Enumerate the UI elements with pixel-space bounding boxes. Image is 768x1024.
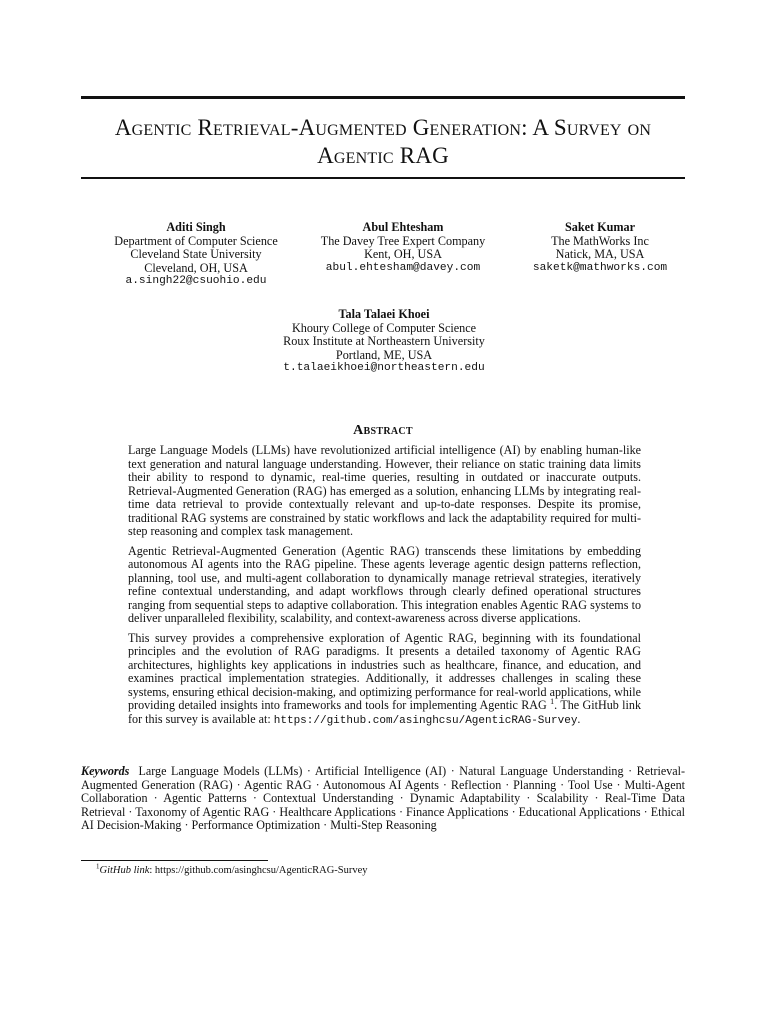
author-name: Tala Talaei Khoei bbox=[338, 307, 430, 321]
footnote-link[interactable]: : https://github.com/asinghcsu/AgenticRAG-Survey bbox=[149, 865, 368, 876]
author-block-abul-ehtesham bbox=[303, 221, 503, 275]
author-affiliation-line: Portland, ME, USA bbox=[335, 347, 433, 362]
author-name: Saket Kumar bbox=[564, 220, 636, 234]
author-affiliation-line: The MathWorks Inc bbox=[551, 233, 649, 248]
footnote-number: 1 bbox=[96, 862, 100, 871]
abstract-paragraph-3 bbox=[128, 632, 641, 729]
author-affiliation-line: Cleveland, OH, USA bbox=[144, 260, 248, 275]
abstract-paragraph-1: Large Language Models (LLMs) have revolutionized artificial intelligence (AI) by enabling human-like text generation and natural language understanding. However, their reliance on static training data limits their ability to respond to dynamic, real-time queries, resulting in outdated or inaccurate outputs. Retrieval-Augmented Generation (RAG) has emerged as a solution, enhancing LLMs by integrating real-time data retrieval to provide contextually relevant and up-to-date responses. Despite its promise, traditional RAG systems are constrained by static workflows and lack the adaptability required for multi-step reasoning and complex task management. bbox=[128, 443, 641, 538]
abstract-paragraph-3-end: . bbox=[577, 711, 581, 726]
abstract-body bbox=[128, 444, 641, 734]
abstract-paragraph-3-text: This survey provides a comprehensive exploration of Agentic RAG, beginning with its foundational principles and the evolution of RAG paradigms. It presents a detailed taxonomy of Agentic RAG architectures, highlights key applications in industries such as healthcare, finance, and education, and examines practical implementation strategies. Additionally, it addresses challenges in scaling these systems, ensuring ethical decision-making, and optimizing performance for real-world applications, while providing detailed insights into frameworks and tools for implementing Agentic RAG bbox=[128, 630, 641, 712]
footnote-marker[interactable]: 1 bbox=[550, 696, 555, 706]
author-affiliation-line: Natick, MA, USA bbox=[555, 247, 645, 262]
author-email[interactable]: saketk@mathworks.com bbox=[532, 261, 668, 274]
abstract-link-prefix: . The GitHub link for this survey is available at: bbox=[128, 698, 641, 726]
author-affiliation-line: Kent, OH, USA bbox=[364, 247, 442, 262]
title-top-rule bbox=[81, 96, 685, 99]
author-block-aditi-singh bbox=[96, 221, 296, 289]
author-affiliation-line: Department of Computer Science bbox=[114, 233, 278, 248]
footnote bbox=[96, 864, 368, 877]
author-affiliation-line: Cleveland State University bbox=[130, 247, 262, 262]
abstract-heading: Abstract bbox=[353, 423, 413, 438]
author-affiliation-line: Khoury College of Computer Science bbox=[291, 320, 477, 335]
footnote-rule bbox=[81, 860, 268, 861]
paper-title bbox=[81, 114, 685, 170]
abstract-paragraph-2: Agentic Retrieval-Augmented Generation (Agentic RAG) transcends these limitations by embedding autonomous AI agents into the RAG pipeline. These agents leverage agentic design patterns reflection, planning, tool use, and multi-agent collaboration to dynamically manage retrieval strategies, iteratively refine contextual understanding, and adapt workflows through clearly defined operational structures ranging from sequential steps to adaptive collaboration. This integration enables Agentic RAG systems to deliver unparalleled flexibility, scalability, and context-awareness across diverse applications. bbox=[128, 543, 641, 625]
footnote-label: GitHub link bbox=[99, 865, 150, 876]
author-block-saket-kumar bbox=[500, 221, 700, 275]
author-email[interactable]: a.singh22@csuohio.edu bbox=[125, 275, 267, 288]
keywords-label: Keywords bbox=[81, 764, 130, 778]
author-email[interactable]: abul.ehtesham@davey.com bbox=[325, 261, 481, 274]
author-block-tala-talaei-khoei bbox=[234, 308, 534, 376]
github-link[interactable]: https://github.com/asinghcsu/AgenticRAG-Survey bbox=[273, 714, 578, 727]
author-affiliation-line: Roux Institute at Northeastern University bbox=[283, 334, 485, 349]
keywords-block bbox=[81, 765, 685, 833]
keywords-text: Large Language Models (LLMs) · Artificial Intelligence (AI) · Natural Language Understanding · Retrieval-Augmented Generation (RAG) · Agentic RAG · Autonomous AI Agents · Reflection · Planning · Tool Use · Multi-Agent Collaboration · Agentic Patterns · Contextual Understanding · Dynamic Adaptability · Scalability · Real-Time Data Retrieval · Taxonomy of Agentic RAG · Healthcare Applications · Finance Applications · Educational Applications · Ethical AI Decision-Making · Performance Optimization · Multi-Step Reasoning bbox=[81, 764, 685, 832]
author-affiliation-line: The Davey Tree Expert Company bbox=[320, 233, 486, 248]
author-name: Aditi Singh bbox=[166, 220, 226, 234]
title-line-2: Agentic RAG bbox=[317, 143, 449, 168]
author-name: Abul Ehtesham bbox=[362, 220, 444, 234]
author-email[interactable]: t.talaeikhoei@northeastern.edu bbox=[283, 362, 485, 375]
title-bottom-rule bbox=[81, 177, 685, 179]
title-line-1: Agentic Retrieval-Augmented Generation: A Survey on bbox=[114, 115, 652, 140]
